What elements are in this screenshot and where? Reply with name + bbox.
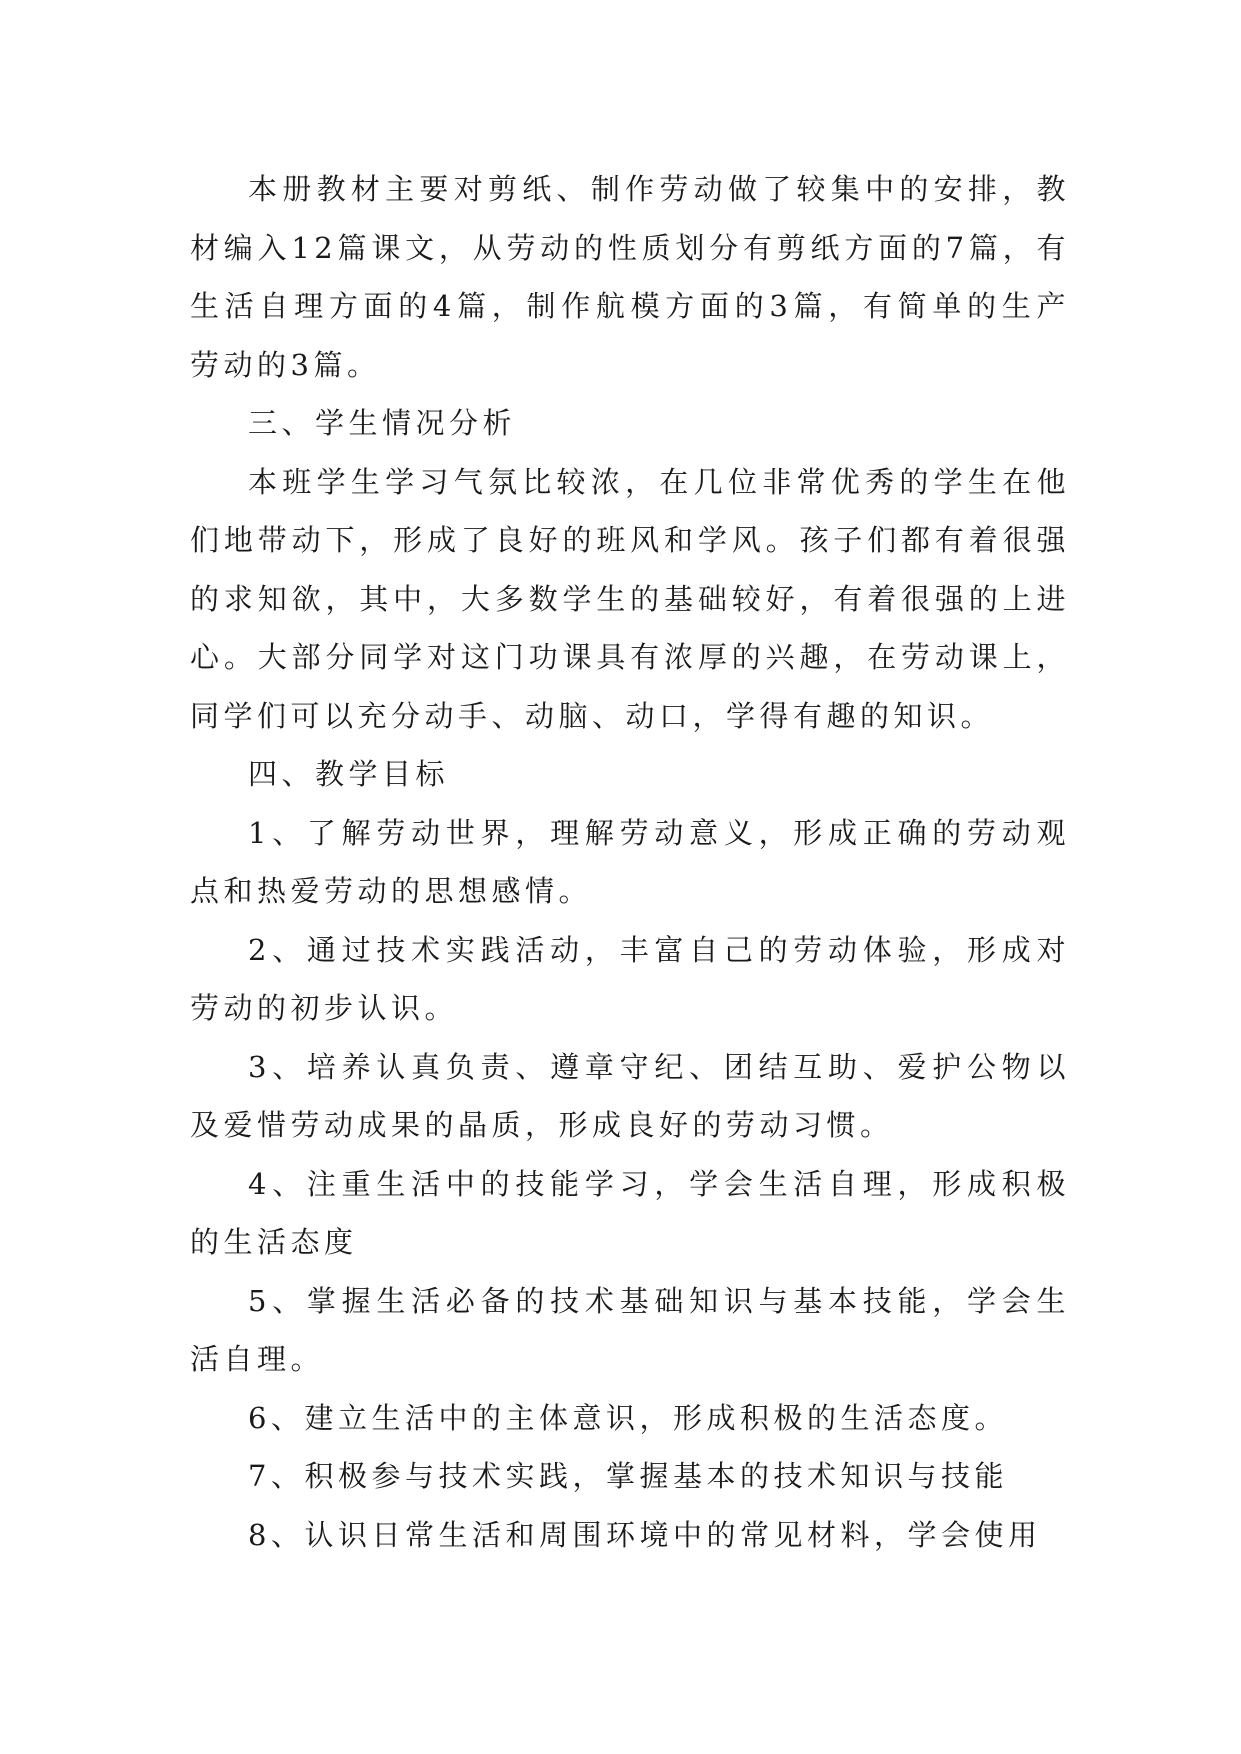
goal-item-3: 3、培养认真负责、遵章守纪、团结互助、爱护公物以及爱惜劳动成果的晶质，形成良好的劳动习惯。 [190,1049,1070,1142]
section-heading-teaching-goals: 四、教学目标 [248,757,450,791]
paragraph-textbook-overview: 本册教材主要对剪纸、制作劳动做了较集中的安排，教材编入12篇课文，从劳动的性质划分有剪纸方面的7篇，有生活自理方面的4篇，制作航模方面的3篇，有简单的生产劳动的3篇。 [190,172,1070,382]
goal-item-5: 5、掌握生活必备的技术基础知识与基本技能，学会生活自理。 [190,1283,1070,1376]
goal-item-6: 6、建立生活中的主体意识，形成积极的生活态度。 [248,1400,1008,1435]
goal-item-7: 7、积极参与技术实践，掌握基本的技术知识与技能 [248,1459,1008,1493]
document-body [190,160,1070,1564]
goal-item-2: 2、通过技术实践活动，丰富自己的劳动体验，形成对劳动的初步认识。 [190,932,1070,1025]
goal-item-8: 8、认识日常生活和周围环境中的常见材料，学会使用 [248,1517,1042,1552]
section-heading-student-analysis: 三、学生情况分析 [248,406,517,440]
paragraph-student-analysis: 本班学生学习气氛比较浓，在几位非常优秀的学生在他们地带动下，形成了良好的班风和学风。孩子们都有着很强的求知欲，其中，大多数学生的基础较好，有着很强的上进心。大部分同学对这门功课具有浓厚的兴趣，在劳动课上，同学们可以充分动手、动脑、动口，学得有趣的知识。 [190,464,1070,733]
goal-item-1: 1、了解劳动世界，理解劳动意义，形成正确的劳动观点和热爱劳动的思想感情。 [190,815,1070,908]
goal-item-4: 4、注重生活中的技能学习，学会生活自理，形成积极的生活态度 [190,1166,1070,1259]
